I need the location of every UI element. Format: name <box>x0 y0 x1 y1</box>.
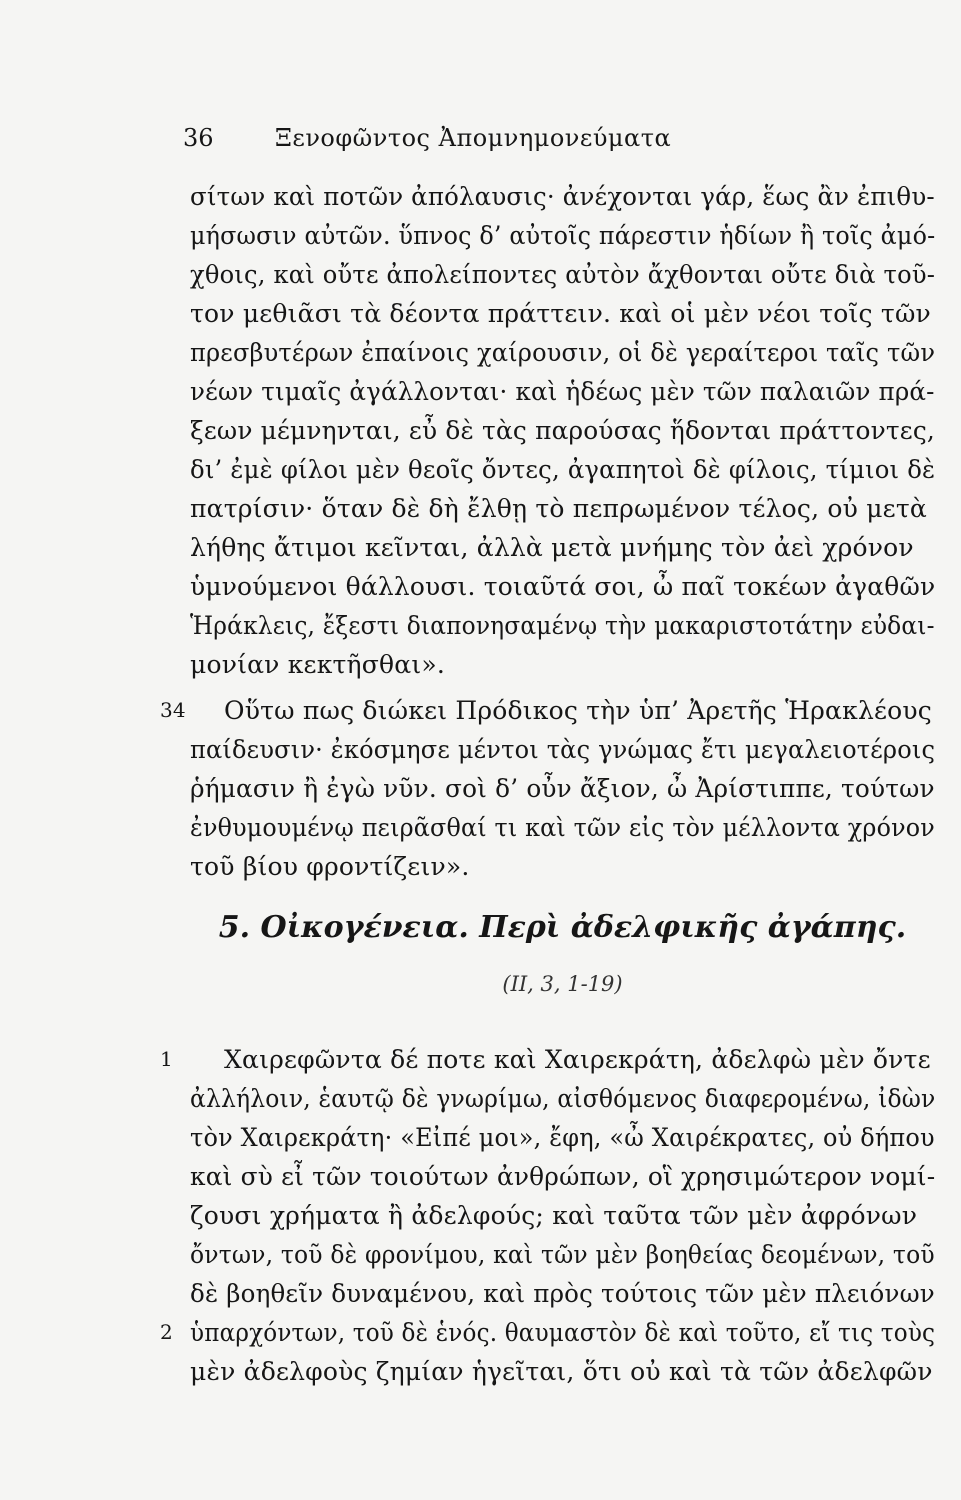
text-line: νέων τιμαῖς ἀγάλλονται· καὶ ἡδέως μὲν τῶν παλαιῶν πρά- <box>190 377 935 406</box>
text-line: 1 Χαιρεφῶντα δέ ποτε καὶ Χαιρεκράτη, ἀδελφὼ μὲν ὄντε <box>190 1040 935 1079</box>
running-title: Ξενοφῶντος Ἀπομνημονεύματα <box>275 124 672 152</box>
text-line: 2 ὑπαρχόντων, τοῦ δὲ ἑνός. θαυμαστὸν δὲ καὶ τοῦτο, εἴ τις τοὺς <box>190 1313 935 1352</box>
text-line: μήσωσιν αὐτῶν. ὕπνος δ’ αὐτοῖς πάρεστιν ἡδίων ἢ τοῖς ἀμό- <box>190 221 936 250</box>
text-line: ὄντων, τοῦ δὲ φρονίμου, καὶ τῶν μὲν βοηθείας δεομένων, τοῦ <box>190 1240 935 1269</box>
text-line: ζουσι χρήματα ἢ ἀδελφούς; καὶ ταῦτα τῶν μὲν ἀφρόνων <box>190 1201 918 1230</box>
text-line: μονίαν κεκτῆσθαι». <box>190 650 445 679</box>
text-line: τὸν Χαιρεκράτη· «Εἰπέ μοι», ἔφη, «ὦ Χαιρέκρατες, οὐ δήπου <box>190 1123 935 1152</box>
text-line: πρεσβυτέρων ἐπαίνοις χαίρουσιν, οἱ δὲ γεραίτεροι ταῖς τῶν <box>190 338 936 367</box>
section-heading: 5. Οἰκογένεια. Περὶ ἀδελφικῆς ἀγάπης. <box>218 910 907 945</box>
section-number: 34 <box>160 698 186 722</box>
section-number: 2 <box>160 1320 173 1344</box>
text-line: δι’ ἐμὲ φίλοι μὲν θεοῖς ὄντες, ἀγαπητοὶ δὲ φίλοις, τίμιοι δὲ <box>190 455 936 484</box>
paragraph-1 <box>160 1040 936 1391</box>
text-line: τοῦ βίου φροντίζειν». <box>190 852 470 881</box>
text-line: ἀλλήλοιν, ἑαυτῷ δὲ γνωρίμω, αἰσθόμενος διαφερομένω, ἰδὼν <box>190 1084 936 1113</box>
text-line: πατρίσιν· ὅταν δὲ δὴ ἔλθῃ τὸ πεπρωμένον τέλος, οὐ μετὰ <box>190 494 927 523</box>
page-number: 36 <box>183 124 214 152</box>
text-line: 34 Οὕτω πως διώκει Πρόδικος τὴν ὑπ’ Ἀρετῆς Ἡρακλέους <box>190 691 935 730</box>
section-number: 1 <box>160 1047 173 1071</box>
page-header <box>183 124 803 160</box>
text-line: παίδευσιν· ἐκόσμησε μέντοι τὰς γνώμας ἔτι μεγαλειοτέροις <box>190 735 936 764</box>
text-line: ἐνθυμουμένῳ πειρᾶσθαί τι καὶ τῶν εἰς τὸν μέλλοντα χρόνον <box>190 813 935 842</box>
text-line: καὶ σὺ εἶ τῶν τοιούτων ἀνθρώπων, οἳ χρησιμώτερον νομί- <box>190 1162 936 1191</box>
paragraph-continued <box>190 177 935 684</box>
text-line: λήθης ἄτιμοι κεῖνται, ἀλλὰ μετὰ μνήμης τὸν ἀεὶ χρόνον <box>190 533 914 562</box>
text-line: ῥήμασιν ἢ ἐγὼ νῦν. σοὶ δ’ οὖν ἄξιον, ὦ Ἀρίστιππε, τούτων <box>190 774 935 803</box>
text-line: ὑμνούμενοι θάλλουσι. τοιαῦτά σοι, ὦ παῖ τοκέων ἀγαθῶν <box>190 572 936 601</box>
text-line: σίτων καὶ ποτῶν ἀπόλαυσις· ἀνέχονται γάρ, ἕως ἂν ἐπιθυ- <box>190 182 935 211</box>
text-line: Ἡράκλεις, ἔξεστι διαπονησαμένῳ τὴν μακαριστοτάτην εὐδαι- <box>190 611 935 640</box>
text-line: χθοις, καὶ οὔτε ἀπολείποντες αὐτὸν ἄχθονται οὔτε διὰ τοῦ- <box>190 260 936 289</box>
paragraph-34 <box>160 691 936 886</box>
text-line: μὲν ἀδελφοὺς ζημίαν ἡγεῖται, ὅτι οὐ καὶ τὰ τῶν ἀδελφῶν <box>190 1357 933 1386</box>
text-line: δὲ βοηθεῖν δυναμένου, καὶ πρὸς τούτοις τῶν μὲν πλειόνων <box>190 1279 935 1308</box>
text-line: τον μεθιᾶσι τὰ δέοντα πράττειν. καὶ οἱ μὲν νέοι τοῖς τῶν <box>190 299 931 328</box>
section-reference: (II, 3, 1-19) <box>502 972 623 996</box>
text-line: ξεων μέμνηνται, εὖ δὲ τὰς παρούσας ἥδονται πράττοντες, <box>190 416 935 445</box>
